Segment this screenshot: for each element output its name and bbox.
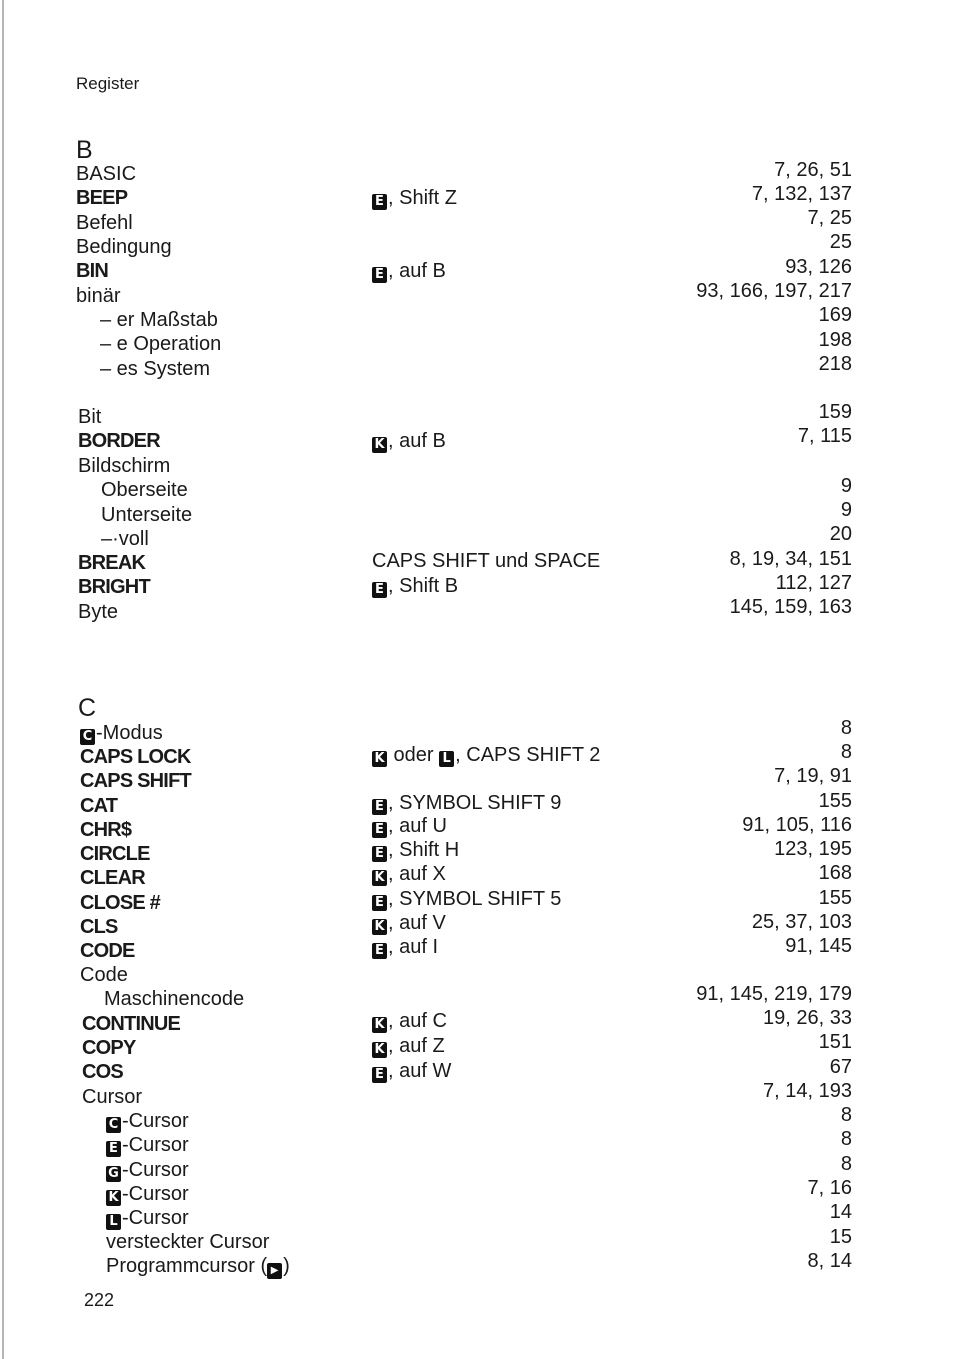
page-refs: 8: [840, 1104, 852, 1126]
key-text: , SYMBOL SHIFT 9: [388, 792, 562, 814]
page-refs: 7, 25: [807, 207, 852, 229]
page-refs: 7, 132, 137: [751, 183, 852, 205]
page-header: Register: [76, 74, 140, 93]
index-term: Bildschirm: [78, 455, 171, 477]
section-letter-c: C: [78, 694, 97, 722]
page-refs: 15: [829, 1226, 852, 1248]
index-term: CLS: [80, 916, 118, 938]
page-refs: 8: [840, 1128, 852, 1150]
page-refs: 91, 105, 116: [742, 814, 852, 836]
index-term: BRIGHT: [78, 576, 150, 598]
index-term: C -Modus: [80, 721, 163, 745]
index-term: Cursor: [82, 1086, 143, 1108]
index-subterm: – er Maßstab: [100, 309, 218, 331]
index-term: Bit: [78, 406, 102, 428]
index-term: CODE: [80, 940, 135, 962]
index-subterm: K -Cursor: [106, 1182, 189, 1206]
page-refs: 155: [818, 887, 852, 909]
key-combo: [372, 574, 458, 598]
page-refs: 9: [840, 499, 852, 521]
e-mode-key-icon: E: [372, 943, 387, 959]
e-mode-key-icon: E: [372, 267, 387, 283]
k-mode-key-icon: K: [372, 437, 387, 453]
page-refs: 7, 14, 193: [763, 1080, 852, 1102]
key-text: , auf U: [388, 815, 447, 837]
key-combo: [372, 1059, 451, 1083]
k-mode-key-icon: K: [372, 1042, 387, 1058]
page-refs: 19, 26, 33: [763, 1007, 852, 1029]
key-text: CAPS SHIFT und SPACE: [372, 550, 601, 572]
e-mode-key-icon: E: [372, 822, 387, 838]
index-term: CLEAR: [80, 867, 145, 889]
index-subterm: Unterseite: [101, 504, 193, 526]
page-refs: 145, 159, 163: [729, 596, 852, 618]
page-refs: 218: [818, 353, 852, 375]
index-subterm: – es System: [100, 358, 211, 380]
page-refs: 7, 26, 51: [774, 159, 852, 181]
page-refs: 67: [829, 1056, 852, 1078]
key-combo: [372, 838, 459, 862]
index-term: CONTINUE: [82, 1013, 181, 1035]
k-mode-key-icon: K: [106, 1190, 121, 1206]
e-mode-key-icon: E: [372, 895, 387, 911]
index-term: Byte: [78, 601, 119, 623]
key-combo: [372, 186, 457, 210]
k-mode-key-icon: K: [372, 870, 387, 886]
key-combo: [372, 549, 600, 573]
l-mode-key-icon: L: [439, 751, 454, 767]
index-term: CIRCLE: [80, 843, 150, 865]
page-refs: 168: [818, 862, 852, 884]
page-refs: 8: [840, 717, 852, 739]
index-term: COPY: [82, 1037, 136, 1059]
e-mode-key-icon: E: [372, 194, 387, 210]
index-subterm: versteckter Cursor: [106, 1231, 270, 1253]
page-refs: 9: [840, 475, 852, 497]
key-combo: [372, 429, 446, 453]
key-text: , auf B: [388, 430, 446, 452]
page-refs: 7, 19, 91: [774, 765, 852, 787]
page-refs: 159: [818, 401, 852, 423]
page-refs: 169: [818, 304, 852, 326]
program-cursor-icon: ▶: [267, 1263, 282, 1279]
index-term: binär: [76, 285, 121, 307]
k-mode-key-icon: K: [372, 919, 387, 935]
page-refs: 123, 195: [774, 838, 852, 860]
page-number: 222: [84, 1290, 115, 1310]
index-subterm: –·voll: [101, 528, 149, 550]
index-subterm: C -Cursor: [106, 1109, 189, 1133]
index-subterm: – e Operation: [100, 333, 222, 355]
index-term: BASIC: [76, 163, 137, 185]
key-text: , auf I: [388, 936, 439, 958]
section-letter-b: B: [76, 136, 93, 164]
c-mode-key-icon: C: [80, 729, 95, 745]
page-refs: 14: [829, 1201, 852, 1223]
key-text: , Shift H: [388, 839, 460, 861]
k-mode-key-icon: K: [372, 1017, 387, 1033]
key-text: , auf X: [388, 863, 446, 885]
c-mode-key-icon: C: [106, 1117, 121, 1133]
page-refs: 8: [840, 741, 852, 763]
index-term: CAPS SHIFT: [80, 770, 191, 792]
key-combo: [372, 887, 561, 911]
index-term: Bedingung: [76, 236, 172, 258]
index-subterm: G -Cursor: [106, 1158, 189, 1182]
key-text: , auf V: [388, 912, 446, 934]
page-refs: 8, 19, 34, 151: [729, 548, 852, 570]
k-mode-key-icon: K: [372, 751, 387, 767]
key-text: , Shift Z: [388, 187, 457, 209]
key-text: , Shift B: [388, 575, 459, 597]
key-text: , auf Z: [388, 1035, 445, 1057]
e-mode-key-icon: E: [372, 846, 387, 862]
page-refs: 7, 16: [807, 1177, 852, 1199]
index-term: CLOSE #: [80, 892, 160, 914]
key-combo: [372, 1009, 447, 1033]
page-refs: 8: [840, 1153, 852, 1175]
page-edge: [2, 0, 4, 1359]
page-refs: 91, 145: [785, 935, 852, 957]
key-combo: [372, 743, 600, 767]
page-refs: 20: [829, 523, 852, 545]
index-term: CAPS LOCK: [80, 746, 191, 768]
key-combo: [372, 791, 561, 815]
index-subterm: E -Cursor: [106, 1133, 189, 1157]
index-subterm: Programmcursor ( ▶ ): [106, 1255, 290, 1277]
key-combo: [372, 1034, 445, 1058]
key-combo: [372, 814, 447, 838]
page-refs: 198: [818, 329, 852, 351]
key-combo: [372, 259, 446, 283]
key-combo: [372, 862, 446, 886]
page-refs: 93, 126: [785, 256, 852, 278]
key-text: oder: [388, 744, 440, 766]
page-refs: 155: [818, 790, 852, 812]
page-refs: 7, 115: [797, 425, 852, 447]
page-refs: 25: [829, 231, 852, 253]
index-subterm: L -Cursor: [106, 1206, 189, 1230]
page-refs: 151: [818, 1031, 852, 1053]
e-mode-key-icon: E: [372, 582, 387, 598]
page-refs: 25, 37, 103: [751, 911, 852, 933]
page-refs: 91, 145, 219, 179: [696, 983, 852, 1005]
index-term: BREAK: [78, 552, 146, 574]
key-combo: [372, 935, 438, 959]
page-refs: 112, 127: [775, 572, 852, 594]
key-combo: [372, 911, 446, 935]
index-term: CAT: [80, 795, 118, 817]
index-term: BORDER: [78, 430, 160, 452]
index-term: Befehl: [76, 212, 133, 234]
index-subterm: Maschinencode: [104, 988, 245, 1010]
key-text: , auf W: [388, 1060, 452, 1082]
page-refs: 93, 166, 197, 217: [696, 280, 852, 302]
key-text: , CAPS SHIFT 2: [455, 744, 601, 766]
index-term: Code: [80, 964, 128, 986]
index-term: BIN: [76, 260, 109, 282]
g-mode-key-icon: G: [106, 1166, 121, 1182]
index-subterm: Oberseite: [101, 479, 188, 501]
e-mode-key-icon: E: [372, 799, 387, 815]
e-mode-key-icon: E: [372, 1067, 387, 1083]
index-term: BEEP: [76, 187, 128, 209]
key-text: , SYMBOL SHIFT 5: [388, 888, 562, 910]
l-mode-key-icon: L: [106, 1214, 121, 1230]
key-text: , auf B: [388, 260, 446, 282]
page-refs: 8, 14: [807, 1250, 852, 1272]
e-mode-key-icon: E: [106, 1141, 121, 1157]
index-term: CHR$: [80, 819, 132, 841]
key-text: , auf C: [388, 1010, 447, 1032]
index-term: COS: [82, 1061, 123, 1083]
